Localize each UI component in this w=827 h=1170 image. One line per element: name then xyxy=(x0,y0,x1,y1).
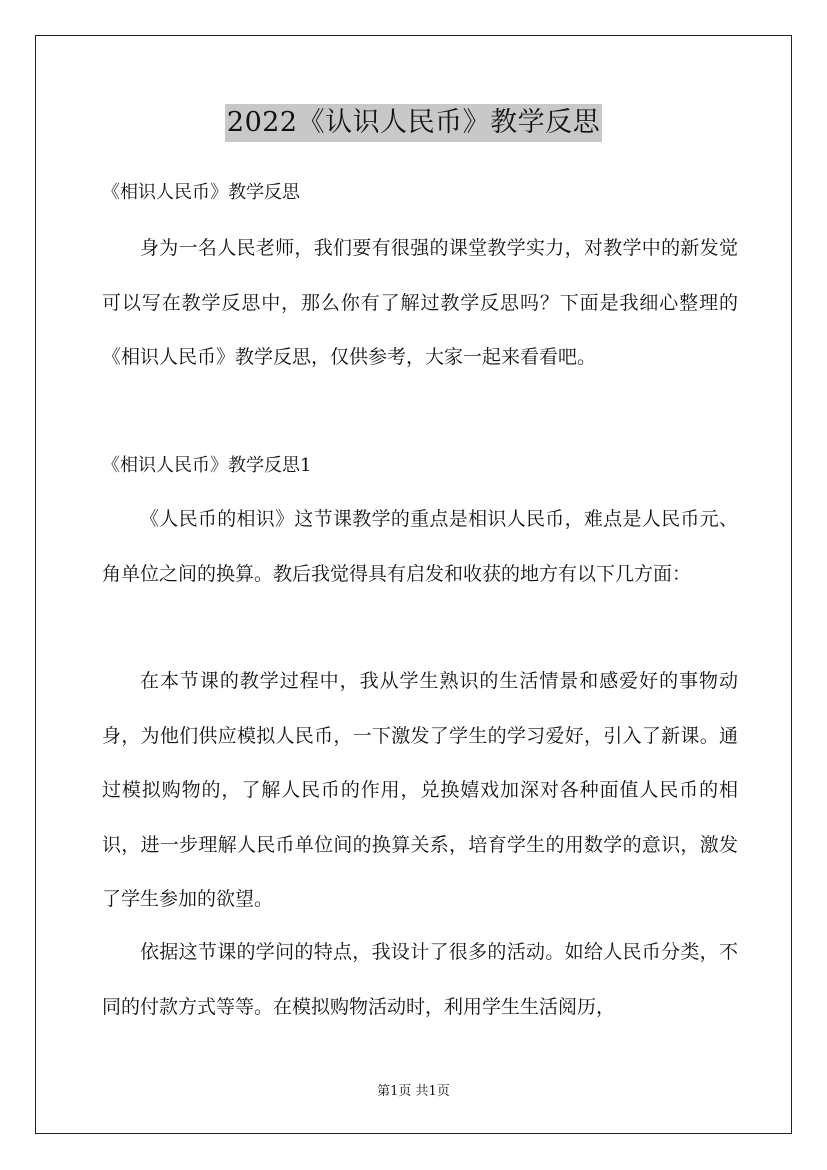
section1-paragraph-1: 《人民币的相识》这节课教学的重点是相识人民币，难点是人民币元、角单位之间的换算。教后我觉得具有启发和收获的地方有以下几方面： xyxy=(102,508,738,585)
page-number-footer: 第1页 共1页 xyxy=(377,1084,450,1099)
intro-paragraph: 身为一名人民老师，我们要有很强的课堂教学实力，对教学中的新发觉可以写在教学反思中，那么你有了解过教学反思吗？下面是我细心整理的《相识人民币》教学反思，仅供参考，大家一起来看看吧。 xyxy=(102,237,738,368)
section1-paragraph-3: 依据这节课的学问的特点，我设计了很多的活动。如给人民币分类，不同的付款方式等等。在模拟购物活动时，利用学生生活阅历， xyxy=(102,941,738,1018)
intro-heading: 《相识人民币》教学反思 xyxy=(102,182,300,203)
document-title: 2022《认识人民币》教学反思 xyxy=(225,104,602,142)
title-container xyxy=(0,104,827,142)
section1-paragraph-2: 在本节课的教学过程中，我从学生熟识的生活情景和感爱好的事物动身，为他们供应模拟人民币，一下激发了学生的学习爱好，引入了新课。通过模拟购物的，了解人民币的作用，兑换嬉戏加深对各种面值人民币的相识，进一步理解人民币单位间的换算关系，培育学生的用数学的意识，激发了学生参加的欲望。 xyxy=(102,670,738,910)
section-heading-1: 《相识人民币》教学反思1 xyxy=(102,455,312,476)
